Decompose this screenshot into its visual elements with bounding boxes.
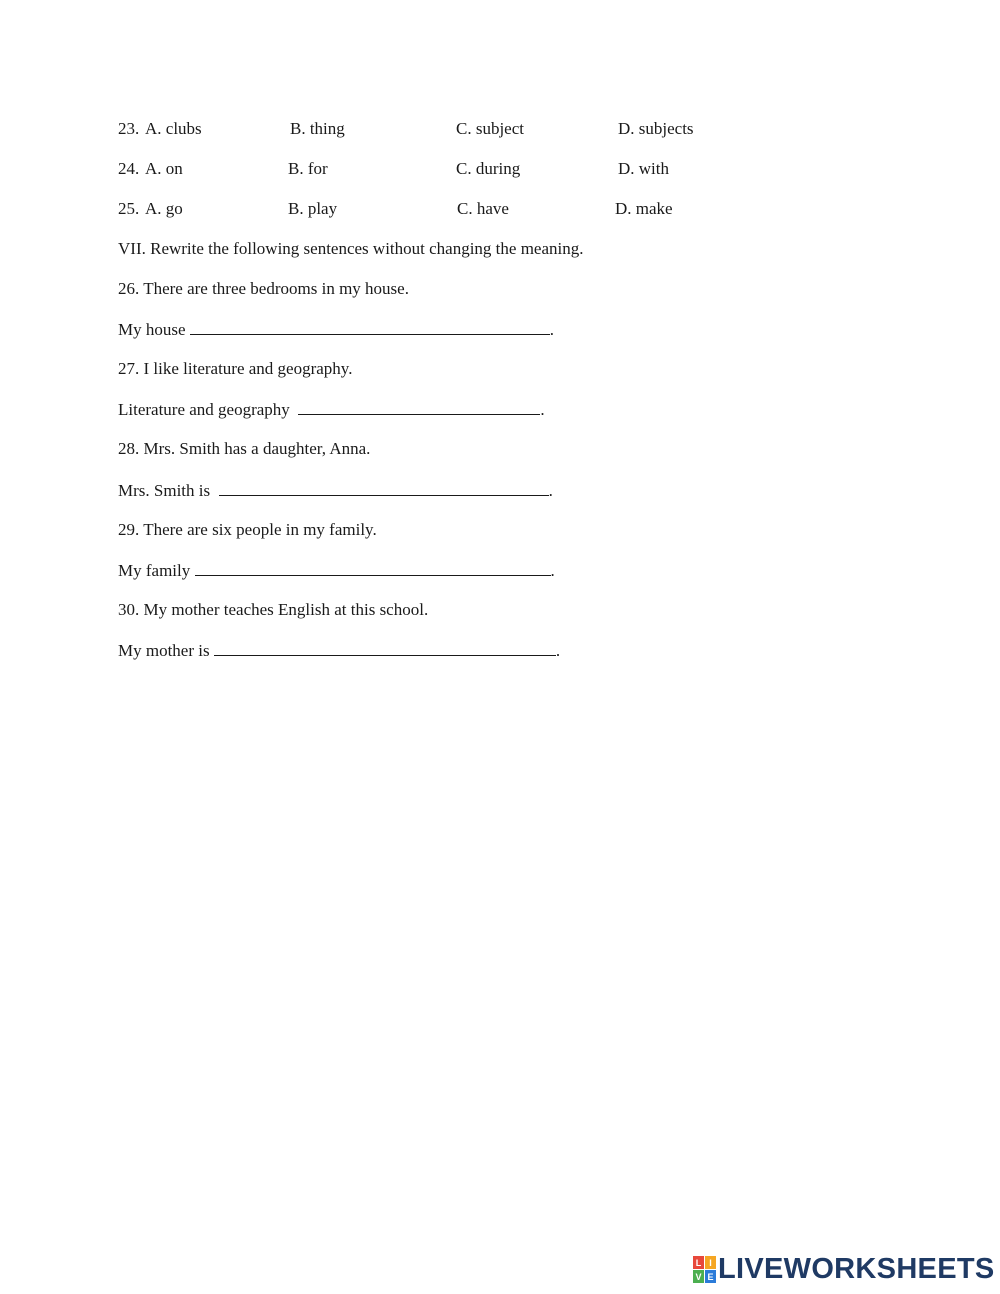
liveworksheets-wordmark: LIVEWORKSHEETS: [718, 1252, 995, 1285]
q28-end: .: [548, 481, 553, 500]
q29-prompt: My family: [118, 561, 191, 580]
q23-option-d[interactable]: D. subjects: [618, 119, 694, 138]
q24-option-d[interactable]: D. with: [618, 159, 669, 178]
q24-number: 24.: [118, 159, 140, 178]
q27-answer-blank[interactable]: [298, 399, 540, 415]
q30-sentence: 30. My mother teaches English at this school.: [118, 600, 429, 619]
logo-mark-letter: L: [693, 1256, 704, 1269]
q30-prompt: My mother is: [118, 641, 210, 660]
q24-option-a[interactable]: A. on: [145, 159, 183, 178]
q23-option-b[interactable]: B. thing: [290, 119, 345, 138]
q25-option-c[interactable]: C. have: [457, 199, 509, 218]
q30-answer-line: [118, 640, 560, 661]
q27-sentence: 27. I like literature and geography.: [118, 359, 353, 378]
q28-answer-line: [118, 480, 553, 501]
q23-number: 23.: [118, 119, 140, 138]
q27-prompt: Literature and geography: [118, 400, 290, 419]
q29-sentence: 29. There are six people in my family.: [118, 520, 377, 539]
q27-answer-line: [118, 399, 545, 420]
q26-answer-blank[interactable]: [190, 319, 550, 335]
q26-answer-line: [118, 319, 554, 340]
q24-option-c[interactable]: C. during: [456, 159, 521, 178]
section-heading: VII. Rewrite the following sentences without changing the meaning.: [118, 239, 584, 258]
q30-end: .: [555, 641, 561, 660]
q25-number: 25.: [118, 199, 140, 218]
q28-prompt: Mrs. Smith is: [118, 481, 211, 500]
q29-end: .: [550, 561, 555, 580]
logo-mark-letter: E: [705, 1270, 716, 1283]
q25-option-d[interactable]: D. make: [615, 199, 673, 218]
q25-option-b[interactable]: B. play: [288, 199, 338, 218]
liveworksheets-logo: [693, 1254, 995, 1284]
q24-option-b[interactable]: B. for: [288, 159, 328, 178]
logo-mark-letter: V: [693, 1270, 704, 1283]
q25-option-a[interactable]: A. go: [145, 199, 183, 218]
q26-prompt: My house: [118, 320, 186, 339]
q29-answer-line: [118, 560, 555, 581]
liveworksheets-mark-icon: [693, 1256, 715, 1282]
q23-option-c[interactable]: C. subject: [456, 119, 524, 138]
q28-sentence: 28. Mrs. Smith has a daughter, Anna.: [118, 439, 371, 458]
q30-answer-blank[interactable]: [214, 640, 556, 656]
q27-end: .: [540, 400, 545, 419]
q29-answer-blank[interactable]: [195, 560, 551, 576]
q26-end: .: [549, 320, 555, 339]
q28-answer-blank[interactable]: [219, 480, 549, 496]
logo-mark-letter: I: [705, 1256, 716, 1269]
q23-option-a[interactable]: A. clubs: [145, 119, 202, 138]
q26-sentence: 26. There are three bedrooms in my house.: [118, 279, 409, 298]
